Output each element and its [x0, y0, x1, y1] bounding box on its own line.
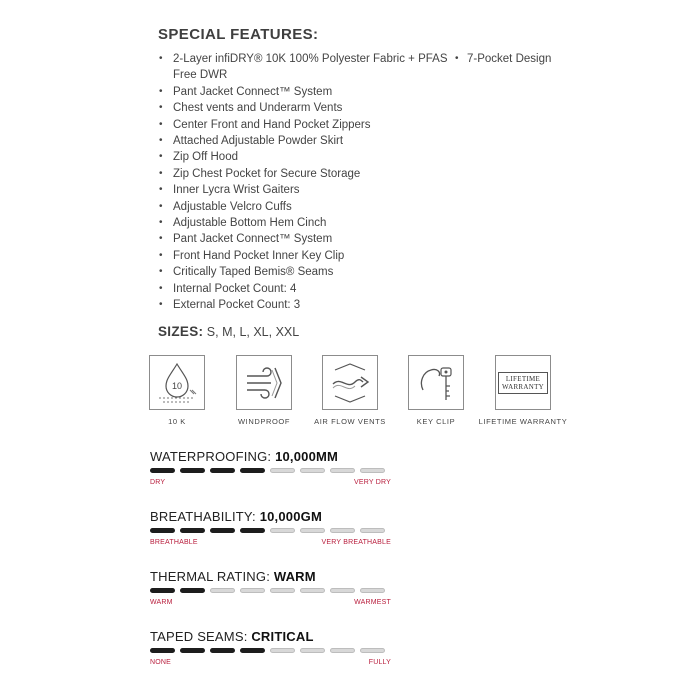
rating-segment — [150, 528, 175, 533]
rating-segment — [330, 588, 355, 593]
feature-item: • Adjustable Bottom Hem Cinch — [158, 215, 448, 231]
rating-segment — [180, 588, 205, 593]
10k-caption: 10 K — [168, 417, 186, 426]
windproof-icon — [236, 355, 292, 410]
scale-low: NONE — [150, 659, 172, 666]
rating-thermal — [150, 569, 400, 609]
special-features-title: SPECIAL FEATURES: — [158, 26, 319, 43]
feature-item: • 2-Layer infiDRY® 10K 100% Polyester Fabric + PFAS Free DWR — [158, 51, 448, 84]
rating-label: THERMAL RATING: — [150, 569, 271, 584]
rating-bars — [150, 648, 400, 655]
feature-item: • Pant Jacket Connect™ System — [158, 84, 448, 100]
scale-high: VERY BREATHABLE — [321, 539, 391, 546]
feature-item: • Chest vents and Underarm Vents — [158, 100, 448, 116]
rating-value: CRITICAL — [251, 629, 314, 644]
rating-segment — [150, 588, 175, 593]
rating-segment — [240, 648, 265, 653]
windproof-caption: WINDPROOF — [237, 417, 291, 426]
waterproof-badge-text: 10 — [171, 380, 183, 391]
warranty-caption: LIFETIME WARRANTY — [478, 417, 568, 426]
rating-segment — [240, 468, 265, 473]
rating-segment — [270, 648, 295, 653]
feature-item: • Inner Lycra Wrist Gaiters — [158, 182, 448, 198]
rating-segment — [150, 648, 175, 653]
rating-segment — [270, 588, 295, 593]
rating-segment — [360, 588, 385, 593]
features-list-column-2 — [455, 51, 551, 67]
feature-item: • Adjustable Velcro Cuffs — [158, 199, 448, 215]
feature-item: • 7-Pocket Design — [455, 51, 551, 67]
scale-high: FULLY — [368, 659, 391, 666]
lifetime-warranty-icon — [495, 355, 551, 410]
sizes-label: SIZES: — [158, 324, 204, 339]
rating-taped-seams — [150, 629, 400, 669]
rating-value: 10,000MM — [275, 449, 339, 464]
rating-breathability — [150, 509, 400, 549]
rating-label: WATERPROOFING: — [150, 449, 272, 464]
rating-segment — [300, 468, 325, 473]
rating-segment — [270, 468, 295, 473]
feature-item: • Zip Chest Pocket for Secure Storage — [158, 166, 448, 182]
feature-item: • Internal Pocket Count: 4 — [158, 281, 448, 297]
scale-high: WARMEST — [354, 599, 391, 606]
sizes-line — [158, 324, 299, 339]
rating-segment — [360, 468, 385, 473]
feature-item: • Critically Taped Bemis® Seams — [158, 264, 448, 280]
rating-segment — [330, 528, 355, 533]
rating-segment — [210, 468, 235, 473]
rating-bars — [150, 468, 400, 475]
features-list — [158, 51, 448, 314]
airflow-caption: AIR FLOW VENTS — [314, 417, 386, 426]
rating-label: TAPED SEAMS: — [150, 629, 248, 644]
rating-bars — [150, 528, 400, 535]
rating-bars — [150, 588, 400, 595]
rating-segment — [270, 528, 295, 533]
rating-segment — [300, 528, 325, 533]
rating-segment — [300, 588, 325, 593]
rating-segment — [180, 528, 205, 533]
rating-segment — [360, 528, 385, 533]
feature-item: • Attached Adjustable Powder Skirt — [158, 133, 448, 149]
airflow-vents-icon — [322, 355, 378, 410]
feature-item: • External Pocket Count: 3 — [158, 297, 448, 313]
sizes-values: S, M, L, XL, XXL — [206, 325, 300, 339]
rating-segment — [210, 588, 235, 593]
scale-low: WARM — [150, 599, 173, 606]
rating-segment — [240, 588, 265, 593]
feature-item: • Front Hand Pocket Inner Key Clip — [158, 248, 448, 264]
key-clip-caption: KEY CLIP — [416, 417, 456, 426]
scale-high: VERY DRY — [353, 479, 391, 486]
rating-label: BREATHABILITY: — [150, 509, 256, 524]
rating-segment — [180, 468, 205, 473]
rating-segment — [330, 648, 355, 653]
rating-segment — [360, 648, 385, 653]
rating-segment — [300, 648, 325, 653]
rating-segment — [180, 648, 205, 653]
key-clip-icon — [408, 355, 464, 410]
rating-value: WARM — [273, 569, 316, 584]
rating-segment — [330, 468, 355, 473]
rating-segment — [210, 528, 235, 533]
rating-value: 10,000GM — [259, 509, 322, 524]
10k-waterproof-icon — [149, 355, 205, 410]
rating-waterproofing — [150, 449, 400, 489]
scale-low: BREATHABLE — [150, 539, 198, 546]
rating-segment — [150, 468, 175, 473]
rating-segment — [210, 648, 235, 653]
warranty-badge-line-2: WARRANTY — [501, 382, 545, 391]
scale-low: DRY — [150, 479, 166, 486]
rating-segment — [240, 528, 265, 533]
feature-item: • Zip Off Hood — [158, 149, 448, 165]
feature-item: • Pant Jacket Connect™ System — [158, 231, 448, 247]
feature-item: • Center Front and Hand Pocket Zippers — [158, 117, 448, 133]
warranty-badge-line-1: LIFETIME — [505, 374, 541, 383]
